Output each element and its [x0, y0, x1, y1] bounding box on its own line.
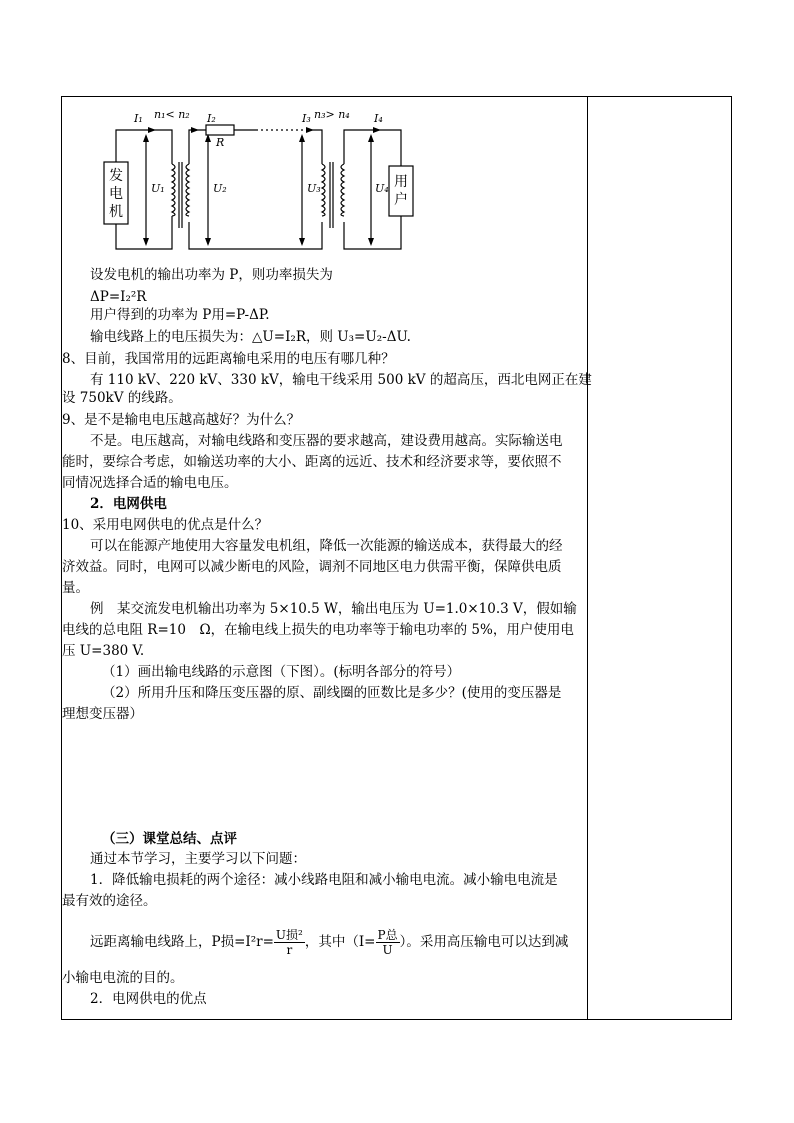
label-U1: U₁ [151, 182, 165, 195]
label-R: R [216, 136, 225, 149]
text-line: 设发电机的输出功率为 P，则功率损失为 [90, 267, 333, 283]
generator-label: 发 [109, 168, 123, 184]
label-U3: U₃ [307, 182, 321, 195]
text-line: 设 750kV 的线路。 [62, 390, 182, 406]
text-line: 通过本节学习，主要学习以下问题： [90, 851, 306, 867]
question-10: 10、采用电网供电的优点是什么？ [62, 517, 269, 533]
text-line: 输电线路上的电压损失为：△U=I₂R，则 U₃=U₂-ΔU. [90, 329, 411, 345]
power-transmission-diagram [96, 104, 426, 254]
text-line: 量。 [62, 580, 89, 596]
text-line: 压 U=380 V. [62, 643, 145, 659]
label-I4: I₄ [374, 112, 383, 125]
user-label: 用 [394, 174, 408, 190]
fraction-p-total: $\frac{\text{P总}}{U}$ [377, 928, 398, 957]
label-I1: I₁ [134, 112, 143, 125]
label-I2: I₂ [207, 112, 216, 125]
step-down-primary-coil [322, 164, 325, 216]
fraction-u-loss: $\frac{\text{U损²}}{r}$ [275, 928, 303, 957]
example-text: 例 某交流发电机输出功率为 5×10.5 W，输出电压为 U=1.0×10.3 V，假如输 [90, 601, 577, 617]
text-line: 电线的总电阻 R=10 Ω，在输电线上损失的电功率等于输电功率的 5%，用户使用电 [62, 622, 574, 638]
text-line: 同情况选择合适的输电电压。 [62, 475, 238, 491]
section-heading: 2．电网供电 [90, 496, 167, 512]
text-line: 理想变压器） [62, 706, 143, 722]
text-line: 不是。电压越高，对输电线路和变压器的要求越高，建设费用越高。实际输送电 [90, 433, 563, 449]
text-line: （1）画出输电线路的示意图（下图）。(标明各部分的符号） [102, 664, 461, 680]
svg-text:机: 机 [109, 204, 123, 220]
label-I3: I₃ [302, 112, 311, 125]
step-up-secondary-coil [186, 164, 189, 216]
question-8: 8、目前，我国常用的远距离输电采用的电压有哪几种？ [62, 351, 395, 367]
text-line: （2）所用升压和降压变压器的原、副线圈的匝数比是多少？(使用的变压器是 [102, 685, 562, 701]
label-n-right: n₃> n₄ [314, 108, 350, 121]
step-up-primary-coil [172, 164, 175, 216]
text-line: 能时，要综合考虑，如输送功率的大小、距离的远近、技术和经济要求等，要依照不 [62, 454, 562, 470]
svg-text:电: 电 [109, 186, 123, 202]
label-U4: U₄ [375, 182, 389, 195]
text-line: ΔP=I₂²R [90, 289, 147, 305]
text-line: 可以在能源产地使用大容量发电机组，降低一次能源的输送成本，获得最大的经 [90, 538, 563, 554]
question-9: 9、是不是输电电压越高越好？为什么？ [62, 412, 301, 428]
label-U2: U₂ [213, 182, 227, 195]
svg-text:户: 户 [394, 192, 408, 208]
column-divider [587, 96, 588, 1020]
label-n-left: n₁< n₂ [154, 108, 190, 121]
summary-heading: （三）课堂总结、点评 [102, 831, 237, 847]
text-line: 有 110 kV、220 kV、330 kV，输电干线采用 500 kV 的超高压，西北电网正在建 [90, 372, 592, 388]
text-line: 2．电网供电的优点 [90, 991, 207, 1007]
text-line: 最有效的途径。 [62, 893, 157, 909]
text-line: 济效益。同时，电网可以减少断电的风险，调剂不同地区电力供需平衡，保障供电质 [62, 559, 562, 575]
text-line: 小输电电流的目的。 [62, 970, 184, 986]
step-down-secondary-coil [341, 164, 344, 216]
text-line: 用户得到的功率为 P用=P-ΔP. [90, 307, 270, 323]
formula-line: 远距离输电线路上，P损=I²r= $\frac{\text{U损²}}{r}$ ，其中（I= $\frac{\text{P总}}{U}$ ）。采用高压输电可以达到减 [90, 928, 569, 957]
text-line: 1．降低输电损耗的两个途径：减小线路电阻和减小输电电流。减小输电电流是 [90, 872, 558, 888]
